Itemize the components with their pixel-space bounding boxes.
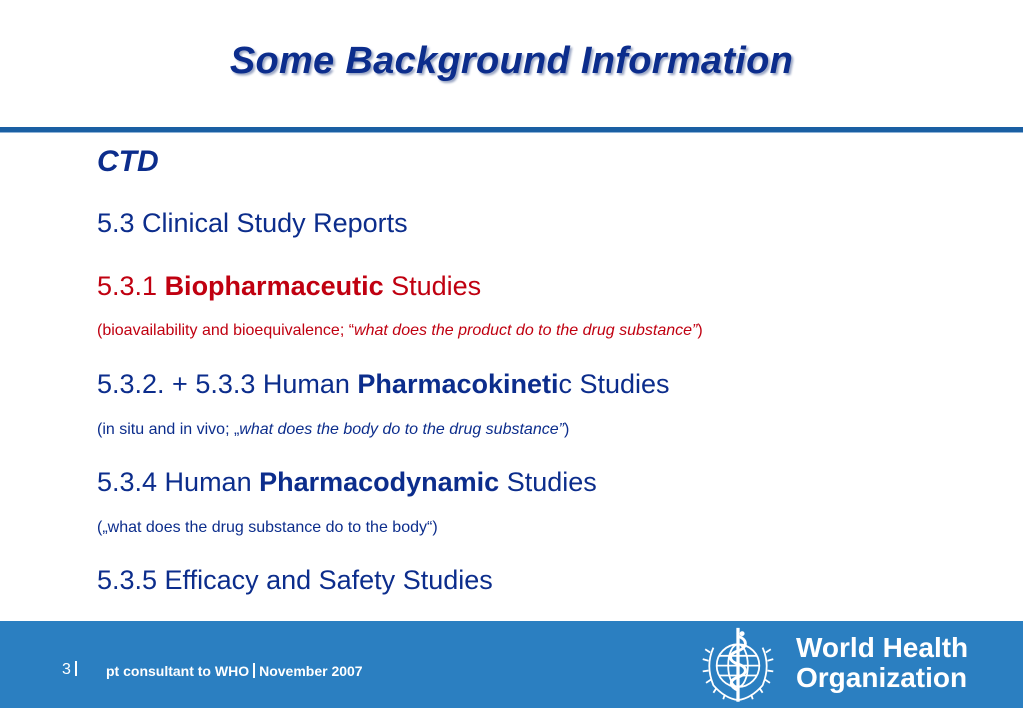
section-5-3-2-note-pre: (in situ and in vivo; „ <box>97 421 240 438</box>
section-5-3-1-note-italic: what does the product do to the drug substance” <box>354 322 698 339</box>
section-5-3-1-note-post: ) <box>697 322 703 339</box>
section-5-3-4 <box>97 467 597 498</box>
page-number-value: 3 <box>62 661 71 678</box>
footer-author: pt consultant to WHO <box>106 663 250 679</box>
section-5-3-1 <box>97 271 481 302</box>
footer-separator <box>75 661 77 676</box>
section-5-3-2-number: 5.3.2. + 5.3.3 Human <box>97 369 358 399</box>
section-5-3-1-bold: Biopharmaceutic <box>164 271 384 301</box>
who-emblem-icon <box>697 623 779 705</box>
who-wordmark-line1: World Health <box>796 632 969 663</box>
footer-date: November 2007 <box>259 663 363 679</box>
slide-title: Some Background Information <box>229 40 794 82</box>
section-5-3-1-note <box>97 322 703 340</box>
section-5-3-2-note-italic: what does the body do to the drug substance” <box>239 421 564 438</box>
section-5-3: 5.3 Clinical Study Reports <box>97 208 408 238</box>
section-5-3-4-bold: Pharmacodynamic <box>259 467 500 497</box>
section-5-3-2 <box>97 369 670 400</box>
section-5-3-2-note <box>97 421 569 439</box>
footer-bar <box>0 621 1023 708</box>
section-5-3-4-note: („what does the drug substance do to the body“) <box>97 519 438 536</box>
footer-meta <box>106 663 363 679</box>
section-5-3-4-number: 5.3.4 Human <box>97 467 260 497</box>
section-5-3-2-rest: c Studies <box>558 369 670 399</box>
section-5-3-5: 5.3.5 Efficacy and Safety Studies <box>97 565 493 595</box>
footer-separator <box>253 663 255 678</box>
who-wordmark-line2: Organization <box>796 662 968 693</box>
section-5-3-4-rest: Studies <box>499 467 597 497</box>
section-5-3-1-rest: Studies <box>383 271 482 301</box>
page-number <box>62 661 81 679</box>
section-5-3-2-note-post: ) <box>563 421 570 438</box>
section-5-3-2-bold: Pharmacokineti <box>357 369 559 399</box>
title-divider <box>0 127 1023 133</box>
section-5-3-1-number: 5.3.1 <box>97 271 165 301</box>
section-5-3-1-note-pre: (bioavailability and bioequivalence; “ <box>97 322 355 339</box>
ctd-heading: CTD <box>97 145 159 178</box>
who-wordmark <box>796 633 968 693</box>
